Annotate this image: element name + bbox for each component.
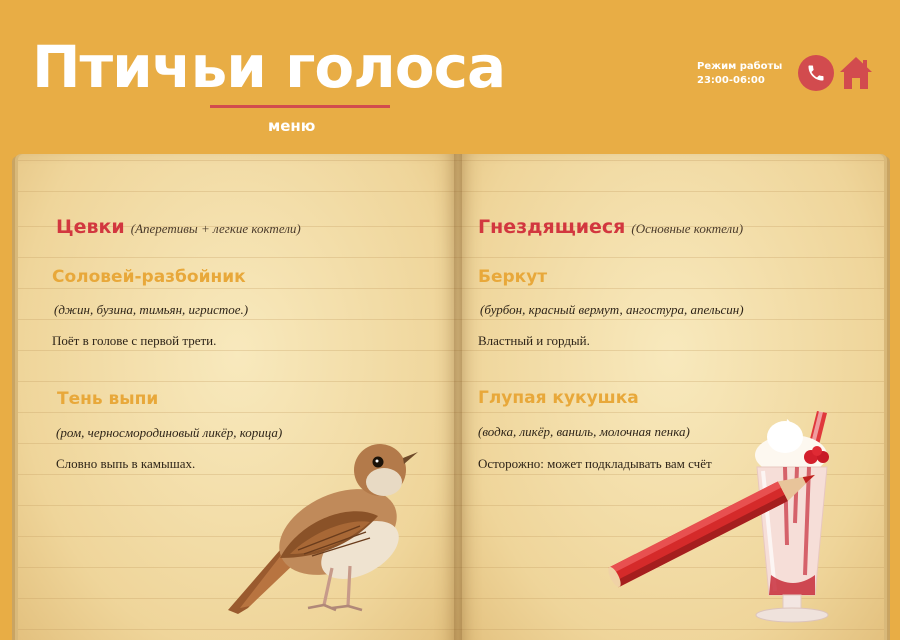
nightingale-illustration — [220, 440, 420, 625]
menu-item-name: Беркут — [478, 267, 548, 287]
section-title-text: Гнездящиеся — [478, 216, 626, 238]
home-icon — [838, 54, 874, 92]
section-title-text: Цевки — [56, 216, 125, 238]
section-note: (Аперетивы + легкие коктели) — [130, 221, 301, 236]
page-title: Птичьи голоса — [32, 33, 506, 101]
home-button[interactable] — [838, 54, 874, 92]
menu-item-name: Глупая кукушка — [478, 388, 639, 408]
phone-icon — [806, 63, 826, 83]
menu-item-ingredients: (ром, черносмородиновый ликёр, корица) — [56, 425, 283, 440]
menu-item-ingredients: (джин, бузина, тимьян, игристое.) — [54, 302, 249, 317]
pencil-illustration — [592, 462, 842, 592]
menu-item-description: Осторожно: может подкладывать вам счёт — [478, 456, 712, 471]
menu-item-description: Властный и гордый. — [478, 333, 590, 348]
hours-label: Режим работы — [697, 61, 783, 72]
menu-item-description: Словно выпь в камышах. — [56, 456, 196, 471]
section-title — [56, 216, 301, 238]
hours-value: 23:00-06:00 — [697, 75, 765, 86]
title-underline — [210, 105, 390, 108]
menu-item-ingredients: (бурбон, красный вермут, ангостура, апельсин) — [480, 302, 744, 317]
menu-item-ingredients: (водка, ликёр, ваниль, молочная пенка) — [478, 424, 690, 439]
opening-hours — [697, 60, 782, 88]
menu-item-description: Поёт в голове с первой трети. — [52, 333, 217, 348]
page-subtitle: меню — [268, 117, 316, 135]
menu-item-name: Соловей-разбойник — [52, 267, 246, 287]
menu-item-name: Тень выпи — [57, 389, 159, 409]
notebook-spine — [454, 154, 462, 640]
section-title — [478, 216, 743, 238]
section-note: (Основные коктели) — [631, 221, 744, 236]
phone-button[interactable] — [798, 55, 834, 91]
